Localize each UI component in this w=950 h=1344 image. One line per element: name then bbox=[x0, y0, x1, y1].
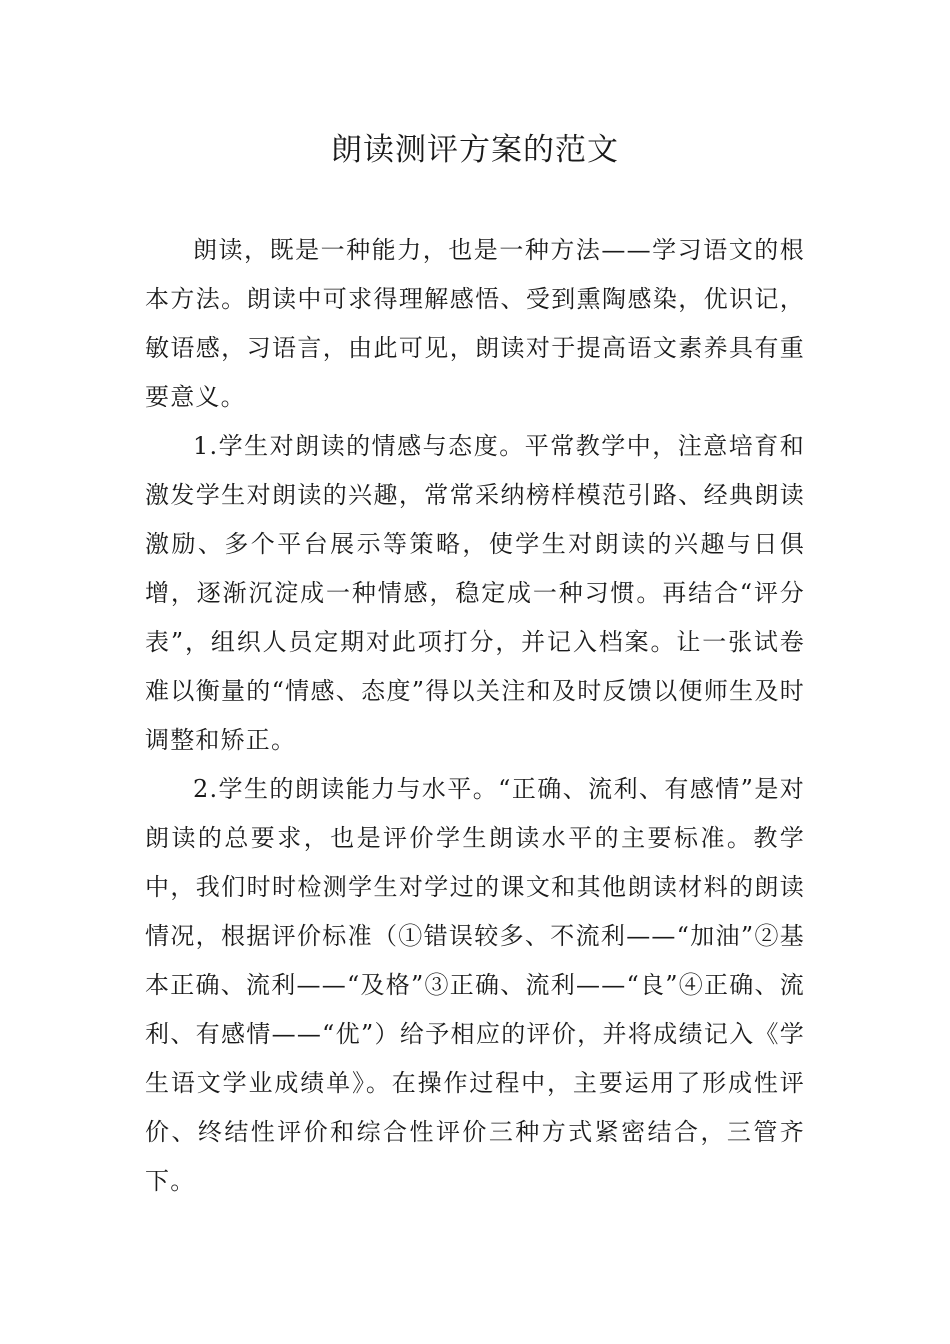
paragraph-item-1: 1.学生对朗读的情感与态度。平常教学中，注意培育和激发学生对朗读的兴趣，常常采纳榜样模范引路、经典朗读激励、多个平台展示等策略，使学生对朗读的兴趣与日俱增，逐渐沉淀成一种情感，稳定成一种习惯。再结合“评分表”，组织人员定期对此项打分，并记入档案。让一张试卷难以衡量的“情感、态度”得以关注和及时反馈以便师生及时调整和矫正。 bbox=[145, 432, 805, 754]
document-body bbox=[145, 226, 805, 1206]
paragraph-item-2: 2.学生的朗读能力与水平。“正确、流利、有感情”是对朗读的总要求，也是评价学生朗读水平的主要标准。教学中，我们时时检测学生对学过的课文和其他朗读材料的朗读情况，根据评价标准（①错误较多、不流利——“加油”②基本正确、流利——“及格”③正确、流利——“良”④正确、流利、有感情——“优”）给予相应的评价，并将成绩记入《学生语文学业成绩单》。在操作过程中，主要运用了形成性评价、终结性评价和综合性评价三种方式紧密结合，三管齐下。 bbox=[145, 775, 805, 1195]
document-title: 朗读测评方案的范文 bbox=[331, 132, 619, 168]
paragraph-intro: 朗读，既是一种能力，也是一种方法——学习语文的根本方法。朗读中可求得理解感悟、受到熏陶感染，优识记，敏语感，习语言，由此可见，朗读对于提高语文素养具有重要意义。 bbox=[145, 236, 805, 411]
